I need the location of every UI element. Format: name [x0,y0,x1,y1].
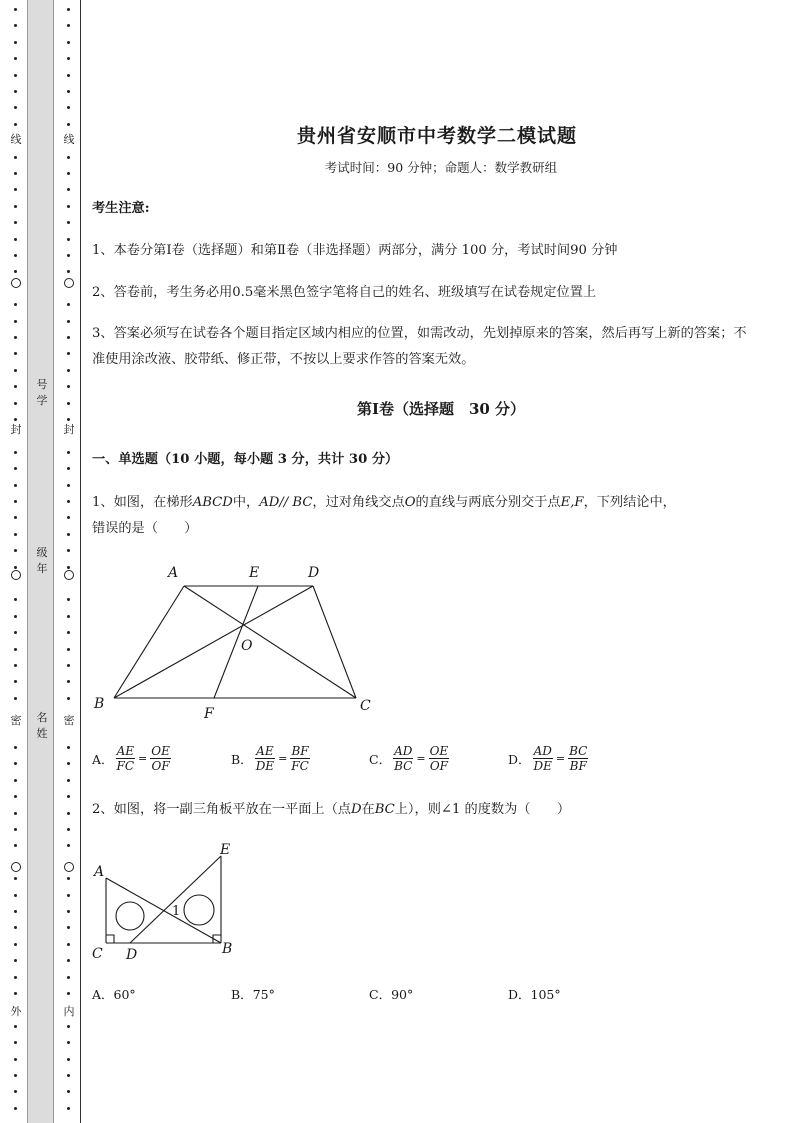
binding-dot [67,631,70,634]
margin-field-grade: 级年 [36,546,48,575]
q2-label-d: D [126,947,138,963]
q1-label-d: D [308,565,320,581]
q1-text-5: ，下列结论中， [583,495,676,510]
binding-dot [14,57,17,60]
binding-dot [14,385,17,388]
q1-text-3: ，过对角线交点 [312,495,405,510]
binding-dot [14,24,17,27]
margin-char-wai-outer: 外 [10,1005,22,1018]
binding-dot [67,238,70,241]
q2-option-d[interactable] [508,985,561,1003]
binding-dot [14,369,17,372]
q1-option-b-den-1: DE [255,759,275,773]
binding-dot [67,8,70,11]
q1-var-abcd: ABCD [192,495,233,510]
q2-option-c-value: 90° [391,986,414,1002]
binding-dot [67,566,70,569]
binding-dot [67,1090,70,1093]
binding-dot [67,910,70,913]
binding-dot [67,254,70,257]
margin-char-feng-outer: 封 [10,423,22,436]
binding-dot [14,1107,17,1110]
binding-dot [14,664,17,667]
binding-hole-circle [64,862,74,872]
q1-diagonal-ac [184,586,356,698]
binding-dot [14,877,17,880]
binding-dot [14,959,17,962]
q2-option-a-value: 60° [113,986,136,1002]
q1-option-b-num-1: AE [256,744,274,758]
q1-label-f: F [204,706,214,720]
binding-dot [14,221,17,224]
binding-dot [14,1025,17,1028]
binding-dot [67,648,70,651]
binding-dot [14,615,17,618]
binding-dot [14,943,17,946]
q1-option-c-frac-2 [429,744,450,773]
binding-dot [14,598,17,601]
binding-dot [14,303,17,306]
binding-dot [14,320,17,323]
binding-dot [67,795,70,798]
q1-option-a-frac-1 [116,744,136,773]
q1-option-b-eq: = [278,752,288,765]
binding-dot [67,877,70,880]
notice-heading: 考生注意: [92,201,150,216]
binding-dot [14,680,17,683]
binding-dot [67,992,70,995]
q1-diagonal-bd [114,586,313,698]
binding-hole-circle [64,570,74,580]
q1-option-a-num-2: OE [151,744,170,758]
binding-dot [67,976,70,979]
q2-option-a-letter: A． [92,987,114,1002]
binding-dot [14,500,17,503]
q1-option-c-frac-1 [393,744,413,773]
binding-dot [14,566,17,569]
binding-dot [14,1058,17,1061]
binding-dot [67,188,70,191]
binding-dot [14,762,17,765]
binding-dot [14,238,17,241]
q1-option-a-den-1: FC [116,759,135,773]
q1-option-c-eq: = [416,752,426,765]
q1-label-e: E [249,565,260,581]
q2-stem [92,797,752,823]
q2-right-angle-c [106,935,114,943]
q1-option-b-letter: B． [231,751,253,767]
q1-edge-ab [114,586,184,698]
binding-dot [67,336,70,339]
binding-dot [14,533,17,536]
q2-triangles-figure [88,836,248,966]
binding-dot [14,402,17,405]
binding-dot [14,828,17,831]
q1-option-a-eq: = [138,752,148,765]
binding-dot [67,484,70,487]
margin-field-student-number: 号学 [36,378,48,407]
q1-option-c[interactable] [369,744,451,773]
binding-dot [14,90,17,93]
binding-dot [67,500,70,503]
binding-dot [67,1074,70,1077]
q2-circle-right [184,895,214,925]
notice-item-3: 3、答案必须写在试卷各个题目指定区域内相应的位置，如需改动，先划掉原来的答案，然后再写上新的答案；不准使用涂改液、胶带纸、修正带，不按以上要求作答的答案无效。 [92,326,747,367]
q1-var-cond: AD// BC [259,495,313,510]
q1-option-d-num-1: AD [533,744,552,758]
binding-dot [67,270,70,273]
q1-text-2: 中， [232,495,260,510]
q2-option-b[interactable] [231,985,275,1003]
binding-dot [14,549,17,552]
binding-dot [67,697,70,700]
q2-label-a: A [94,864,105,880]
q1-edge-dc [313,586,356,698]
binding-dot [67,533,70,536]
q1-option-b-den-2: FC [291,759,309,773]
q1-option-c-num-2: OE [429,744,449,758]
q2-label-c: C [92,946,103,962]
binding-dot [14,418,17,421]
binding-dot [14,894,17,897]
exam-title: 贵州省安顺市中考数学二模试题 [296,125,577,147]
margin-field-name: 名姓 [36,711,48,740]
q1-option-d-letter: D． [508,751,531,767]
q1-option-d-den-2: BF [569,759,587,773]
binding-dot [14,451,17,454]
binding-dot [14,992,17,995]
binding-dot [14,74,17,77]
binding-dot [14,1090,17,1093]
margin-char-mi-outer: 密 [10,714,22,727]
margin-char-mi-inner: 密 [63,714,75,727]
binding-dot [67,828,70,831]
binding-dot-column-outer [11,0,21,1123]
q1-label-o: O [241,638,253,654]
q2-text-1: 2、如图，将一副三角板平放在一平面上（点 [92,802,351,817]
binding-dot [14,516,17,519]
q1-option-a-num-1: AE [116,744,134,758]
q2-option-d-value: 105° [530,986,561,1002]
binding-dot [14,746,17,749]
binding-dot [67,516,70,519]
binding-dot [67,894,70,897]
binding-dot [67,1107,70,1110]
q2-label-e: E [220,842,231,858]
q1-option-a-den-2: OF [151,759,170,773]
q1-option-c-den-2: OF [429,759,448,773]
binding-dot [67,680,70,683]
binding-dot [14,812,17,815]
q1-option-c-den-1: BC [394,759,413,773]
binding-dot [14,205,17,208]
q1-option-b[interactable] [231,744,312,773]
binding-dot [14,484,17,487]
binding-hole-circle [11,862,21,872]
binding-dot [14,8,17,11]
q1-option-d-eq: = [555,752,566,765]
binding-hole-circle [11,570,21,580]
binding-dot [67,959,70,962]
binding-dot [67,57,70,60]
q1-var-ef: E,F [560,495,584,510]
q1-option-c-letter: C． [369,751,392,767]
binding-dot [67,221,70,224]
binding-hole-circle [11,278,21,288]
binding-dot [67,1025,70,1028]
notice-item-2: 2、答卷前，考生务必用0.5毫米黑色签字笔将自己的姓名、班级填写在试卷规定位置上 [92,285,597,300]
q2-option-b-letter: B． [231,987,253,1002]
q1-option-c-num-1: AD [394,744,413,758]
q1-label-c: C [360,698,371,714]
binding-dot [14,697,17,700]
binding-dot [67,1058,70,1061]
binding-dot [67,943,70,946]
q1-option-b-frac-2 [290,744,310,773]
binding-dot [67,451,70,454]
margin-char-xian-inner: 线 [63,133,75,146]
binding-dot [67,615,70,618]
binding-dot [14,844,17,847]
q1-label-b: B [94,696,105,712]
binding-dot [67,385,70,388]
binding-dot [14,976,17,979]
margin-char-feng-inner: 封 [63,423,75,436]
q1-stem [92,490,752,542]
q1-label-a: A [168,565,179,581]
binding-dot [14,254,17,257]
binding-dot [67,320,70,323]
q2-option-d-letter: D． [508,987,531,1002]
binding-dot [67,90,70,93]
binding-dot [67,762,70,765]
q1-trapezoid-figure [88,560,388,720]
q1-option-a-letter: A． [92,751,114,767]
q1-text-line2: 错误的是（ ） [92,521,198,536]
q2-label-b: B [222,941,233,957]
binding-dot [14,41,17,44]
binding-dot [14,1074,17,1077]
q1-var-o: O [404,495,416,510]
binding-dot [67,664,70,667]
margin-char-nei-inner: 内 [63,1005,75,1018]
binding-dot [67,106,70,109]
binding-dot [14,352,17,355]
binding-dot [67,1041,70,1044]
binding-dot [67,549,70,552]
binding-dot [14,648,17,651]
q1-text-4: 的直线与两底分别交于点 [415,495,561,510]
q1-option-b-frac-1 [255,744,275,773]
q2-option-c-letter: C． [369,987,392,1002]
q1-option-b-num-2: BF [291,744,309,758]
q1-option-d-num-2: BC [569,744,588,758]
binding-dot [67,926,70,929]
binding-dot [14,270,17,273]
binding-dot [67,467,70,470]
q1-option-d-den-1: DE [533,759,552,773]
binding-dot [14,631,17,634]
exam-subtitle: 考试时间：90 分钟；命题人：数学教研组 [324,160,558,175]
binding-dot [67,41,70,44]
binding-dot [67,746,70,749]
binding-dot [67,303,70,306]
q1-option-a[interactable] [92,744,173,773]
q2-var-bc: BC [374,802,395,817]
binding-dot [14,910,17,913]
binding-dot [67,844,70,847]
binding-dot [67,779,70,782]
binding-dot [67,598,70,601]
q2-option-c[interactable] [369,985,413,1003]
q1-option-d-frac-2 [568,744,588,773]
q2-text-2: 在 [361,802,375,817]
binding-dot [67,205,70,208]
binding-dot [67,24,70,27]
binding-dot [14,188,17,191]
binding-dot [14,336,17,339]
q1-text-1: 1、如图，在梯形 [92,495,193,510]
binding-dot [14,926,17,929]
part-heading: 一、单选题（10 小题，每小题 3 分，共计 30 分） [92,452,399,467]
q2-var-d: D [350,802,362,817]
q2-option-a[interactable] [92,985,136,1003]
binding-dot [14,156,17,159]
q2-option-b-value: 75° [252,986,275,1002]
q2-label-angle-1: 1 [172,904,181,919]
q1-option-d-frac-1 [533,744,553,773]
binding-dot [67,352,70,355]
margin-char-xian-outer: 线 [10,133,22,146]
binding-dot [67,369,70,372]
binding-dot [14,779,17,782]
binding-dot [14,123,17,126]
q2-circle-left [116,902,144,930]
binding-dot [14,467,17,470]
binding-dot [14,172,17,175]
binding-dot [67,74,70,77]
q2-text-3: 上），则∠1 的度数为（ ） [394,802,571,817]
binding-dot [14,1041,17,1044]
binding-hole-circle [64,278,74,288]
q1-option-d[interactable] [508,744,590,773]
q1-option-a-frac-2 [150,744,171,773]
binding-dot [67,812,70,815]
binding-dot [14,106,17,109]
notice-item-1: 1、本卷分第Ⅰ卷（选择题）和第Ⅱ卷（非选择题）两部分，满分 100 分，考试时间90 分钟 [92,243,618,258]
binding-dot [14,795,17,798]
section-title: 第Ⅰ卷（选择题 30 分） [356,400,526,418]
